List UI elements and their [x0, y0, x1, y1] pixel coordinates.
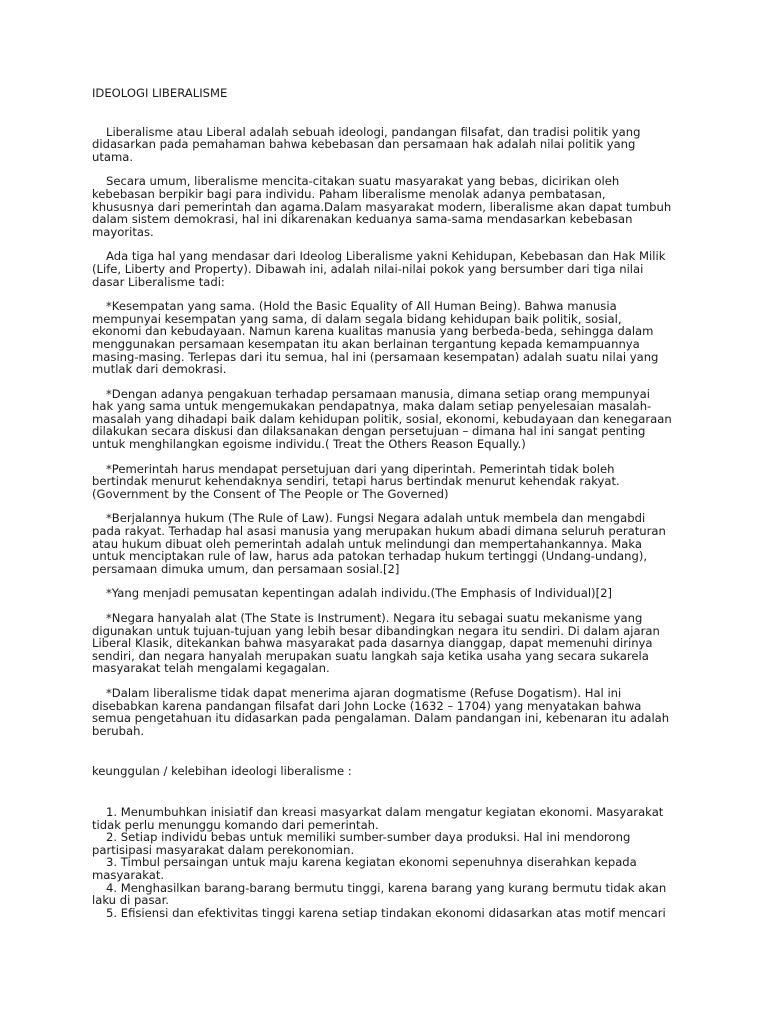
paragraph-definition: Liberalisme atau Liberal adalah sebuah ideologi, pandangan filsafat, dan tradisi politik yang didasarkan pada pemahaman bahwa kebebasan dan persamaan hak adalah nilai politik yang utama.	[92, 124, 641, 164]
paragraph-equal-rights: *Dengan adanya pengakuan terhadap persamaan manusia, dimana setiap orang mempunyai hak yang sama untuk mengemukakan pendapatnya, maka dalam setiap penyelesaian masalah- masalah yang dihadapi baik dalam kehidupan politik, sosial, ekonomi, kebudayaan dan kenegaraan dilakukan secara diskusi dan dilaksanakan dengan persetujuan – dimana hal ini sangat penting untuk menghilangkan egoisme individu.( Treat the Others Reason Equally.)	[92, 386, 672, 452]
list-item: 5. Efisiensi dan efektivitas tinggi karena setiap tindakan ekonomi didasarkan atas motif mencari	[106, 905, 666, 920]
paragraph-individual-emphasis: *Yang menjadi pemusatan kepentingan adalah individu.(The Emphasis of Individual)[2]	[106, 586, 613, 601]
advantages-heading: keunggulan / kelebihan ideologi liberalisme :	[92, 764, 352, 779]
list-item: 3. Timbul persaingan untuk maju karena kegiatan ekonomi sepenuhnya diserahkan kepada masyarakat.	[92, 855, 637, 882]
paragraph-rule-of-law: *Berjalannya hukum (The Rule of Law). Fungsi Negara adalah untuk membela dan mengabdi pada rakyat. Terhadap hal asasi manusia yang merupakan hukum abadi dimana seluruh peraturan atau hukum dibuat oleh pemerintah adalah untuk melindungi dan mempertahankannya. Maka untuk menciptakan rule of law, harus ada patokan terhadap hukum tertinggi (Undang-undang), persamaan dimuka umum, dan persamaan sosial.[2]	[92, 511, 666, 576]
paragraph-refuse-dogmatism: *Dalam liberalisme tidak dapat menerima ajaran dogmatisme (Refuse Dogatism). Hal ini disebabkan karena pandangan filsafat dari John Locke (1632 – 1704) yang menyatakan bahwa semua pengetahuan itu didasarkan pada pengalaman. Dalam pandangan ini, kebenaran itu adalah berubah.	[92, 685, 670, 738]
paragraph-equal-opportunity: *Kesempatan yang sama. (Hold the Basic Equality of All Human Being). Bahwa manusia mempunyai kesempatan yang sama, di dalam segala bidang kehidupan baik politik, sosial, ekonomi dan kebudayaan. Namun karena kualitas manusia yang berbeda-beda, sehingga dalam menggunakan persamaan kesempatan itu akan berlainan tergantung kepada kemampuannya masing-masing. Terlepas dari itu semua, hal ini (persamaan kesempatan) adalah suatu nilai yang mutlak dari demokrasi.	[92, 299, 659, 377]
paragraph-three-values: Ada tiga hal yang mendasar dari Ideolog Liberalisme yakni Kehidupan, Kebebasan dan Hak Milik (Life, Liberty and Property). Dibawah ini, adalah nilai-nilai pokok yang bersumber dari tiga nilai dasar Liberalisme tadi:	[92, 249, 666, 289]
document-page	[92, 85, 676, 919]
list-item: 1. Menumbuhkan inisiatif dan kreasi masyarkat dalam mengatur kegiatan ekonomi. Masyarakat tidak perlu menunggu komando dari pemerintah.	[92, 804, 664, 832]
paragraph-state-instrument: *Negara hanyalah alat (The State is Instrument). Negara itu sebagai suatu mekanisme yang digunakan untuk tujuan-tujuan yang lebih besar dibandingkan negara itu sendiri. Di dalam ajaran Liberal Klasik, ditekankan bahwa masyarakat pada dasarnya dianggap, dapat memenuhi dirinya sendiri, dan negara hanyalah merupakan suatu langkah saja ketika usaha yang secara sukarela masyarakat telah mengalami kegagalan.	[92, 611, 660, 676]
paragraph-general: Secara umum, liberalisme mencita-citakan suatu masyarakat yang bebas, dicirikan oleh kebebasan berpikir bagi para individu. Paham liberalisme menolak adanya pembatasan, khususnya dari pemerintah dan agama.Dalam masyarakat modern, liberalisme akan dapat tumbuh dalam sistem demokrasi, hal ini dikarenakan keduanya sama-sama mendasarkan kebebasan mayoritas.	[92, 174, 672, 239]
list-item: 4. Menghasilkan barang-barang bermutu tinggi, karena barang yang kurang bermutu tidak akan laku di pasar.	[92, 880, 667, 908]
list-item: 2. Setiap individu bebas untuk memiliki sumber-sumber daya produksi. Hal ini mendorong partisipasi masyarakat dalam perekonomian.	[92, 830, 631, 857]
paragraph-consent-governed: *Pemerintah harus mendapat persetujuan dari yang diperintah. Pemerintah tidak boleh bertindak menurut kehendaknya sendiri, tetapi harus bertindak menurut kehendak rakyat. (Government by the Consent of The People or The Governed)	[92, 461, 620, 501]
advantages-list	[92, 806, 676, 919]
document-title: IDEOLOGI LIBERALISME	[92, 86, 228, 100]
